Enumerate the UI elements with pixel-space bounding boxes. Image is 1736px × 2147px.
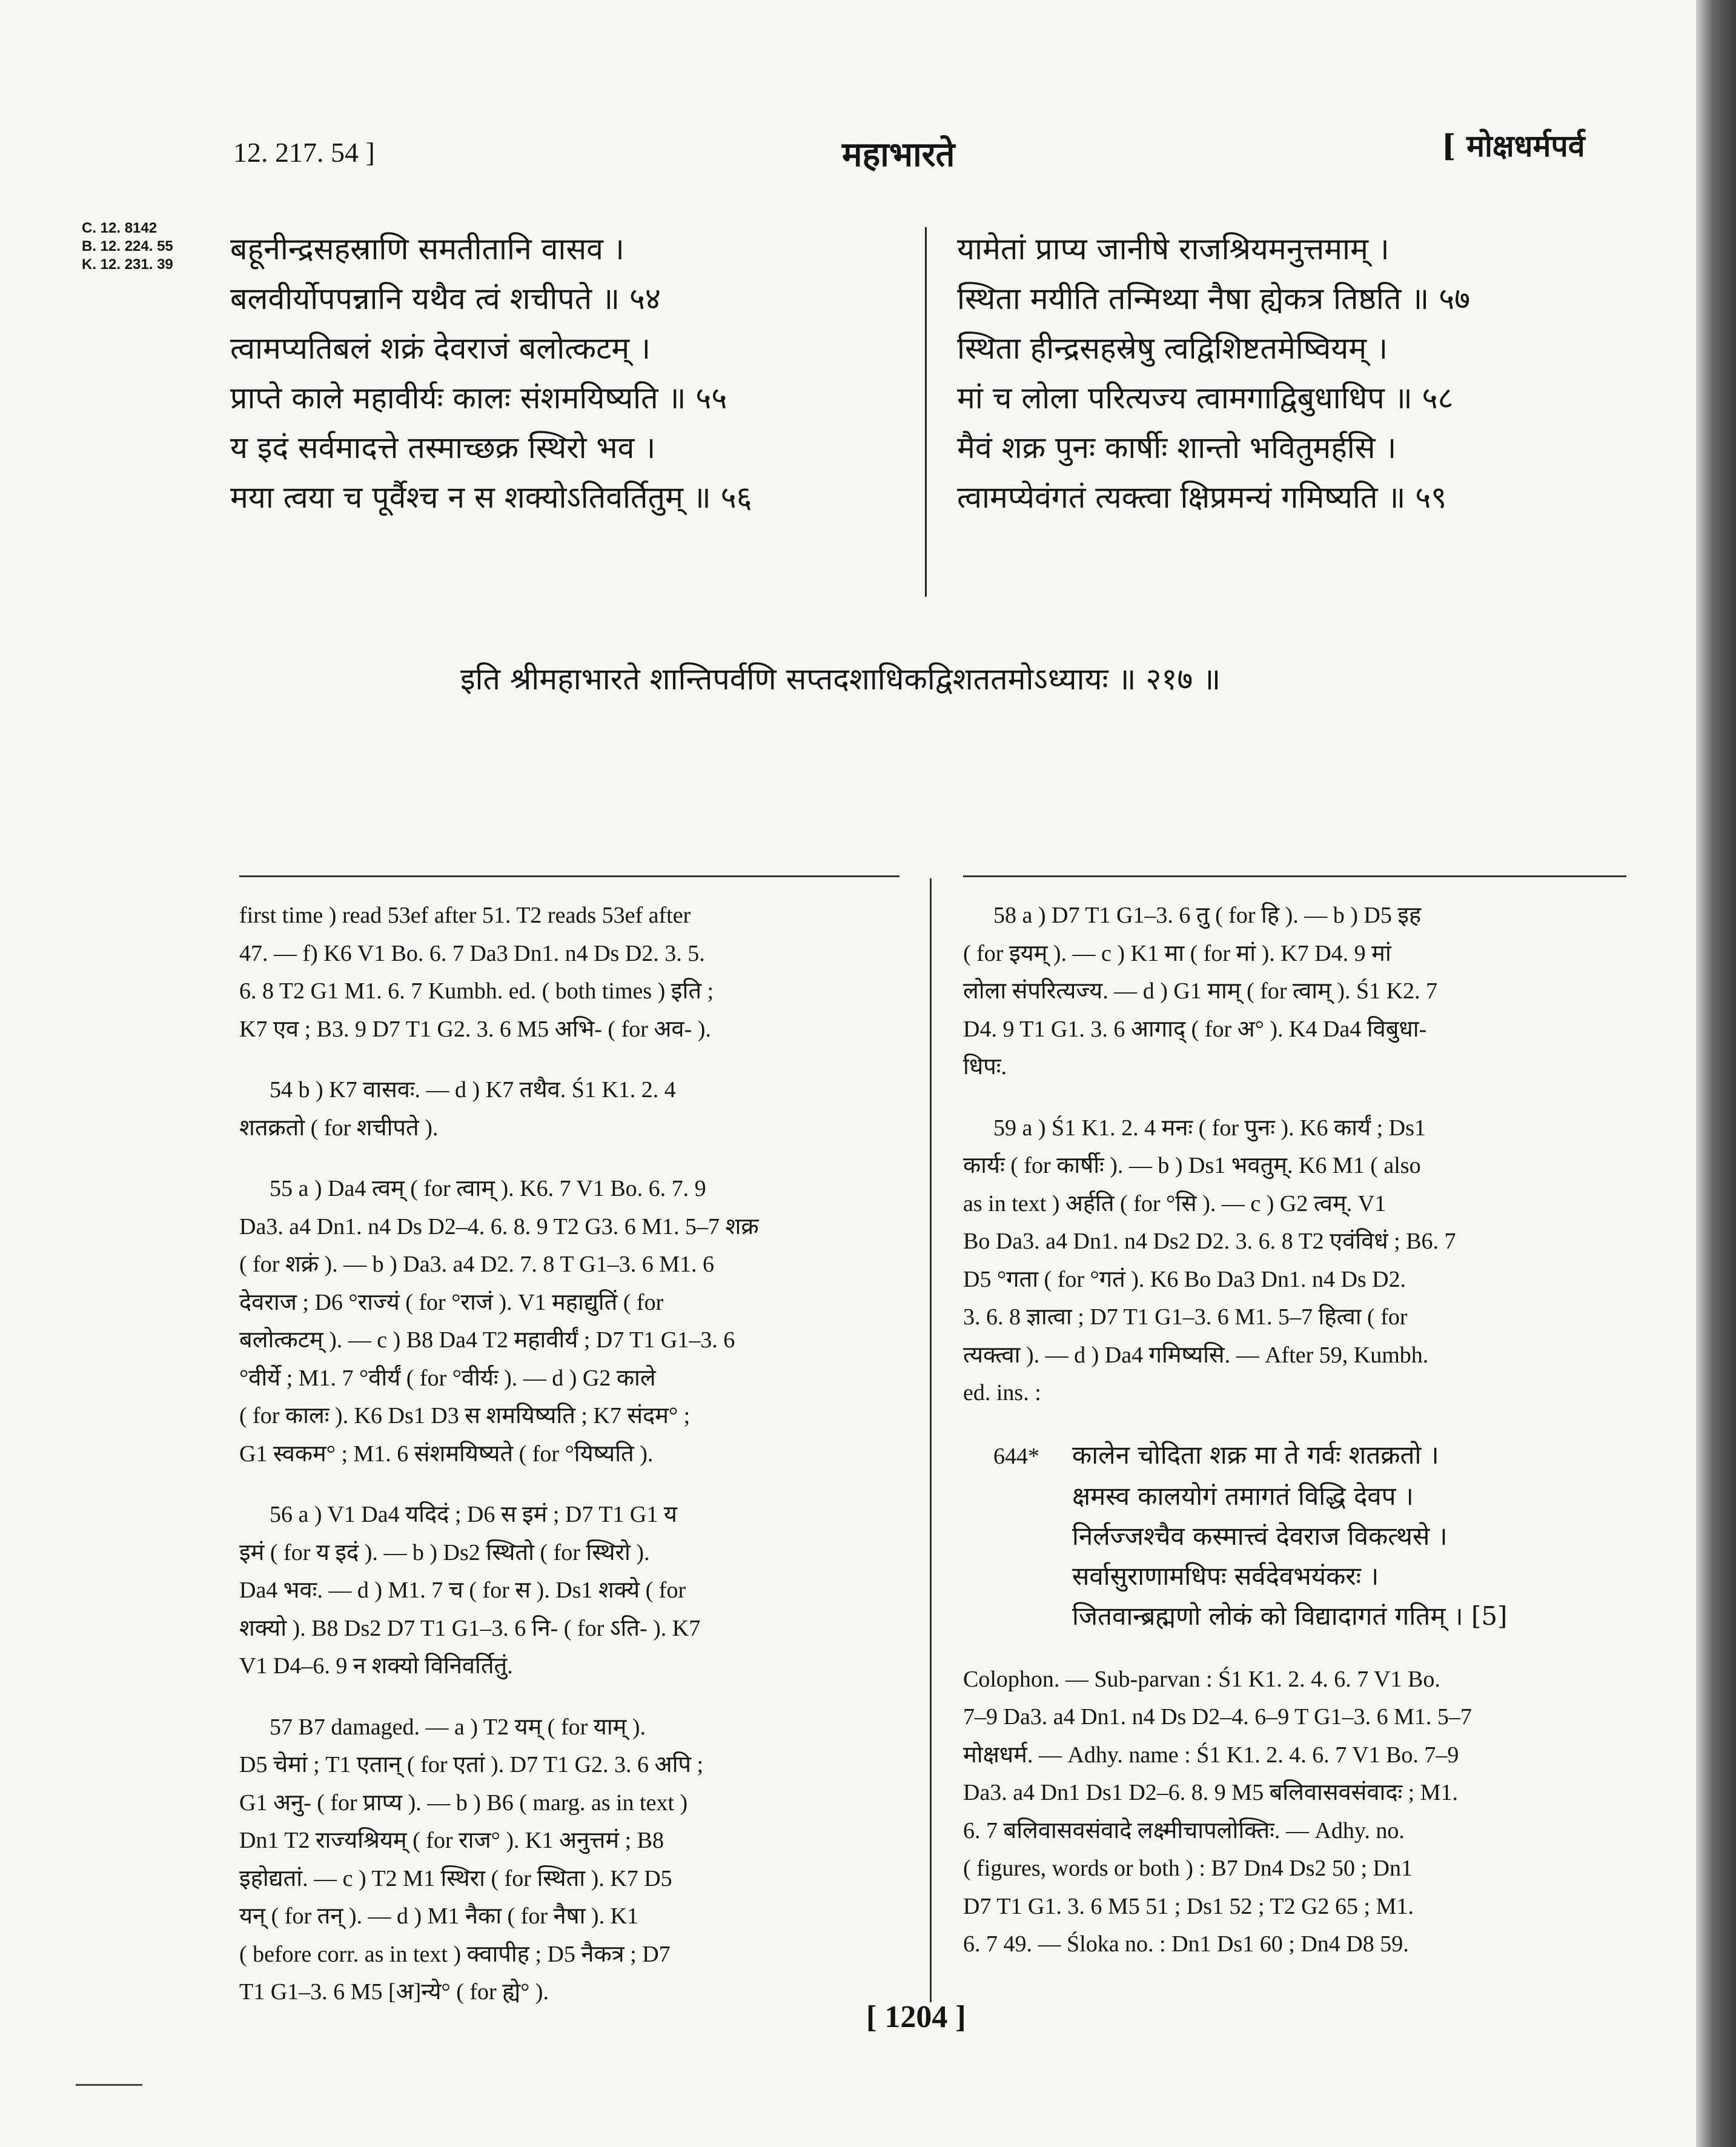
note-line: 58 a ) D7 T1 G1–3. 6 तु ( for हि ). — b ) D5 इह: [993, 903, 1422, 928]
colophon-notes: [963, 1661, 1626, 1963]
concordance-ref: C. 12. 8142: [82, 220, 157, 236]
note-line: 7–9 Da3. a4 Dn1. n4 Ds D2–4. 6–9 T G1–3. 6 M1. 5–7: [963, 1704, 1472, 1730]
concordance-ref: K. 12. 231. 39: [82, 256, 173, 273]
concordance-ref: B. 12. 224. 55: [82, 238, 173, 254]
note-line: as in text ) अर्हति ( for °सि ). — c ) G2 त्वम्. V1: [963, 1190, 1386, 1216]
passage-line: जितवान्ब्रह्मणो लोकं को विद्यादागतं गतिम् । [5]: [1072, 1601, 1508, 1631]
note-line: इमं ( for य इदं ). — b ) Ds2 स्थितो ( for स्थिरो ).: [239, 1539, 650, 1565]
note-line: Da4 भवः. — d ) M1. 7 च ( for स ). Ds1 शक्ये ( for: [239, 1578, 686, 1603]
note-line: त्यक्त्वा ). — d ) Da4 गमिष्यसि. — After 59, Kumbh.: [963, 1342, 1429, 1368]
passage-line: सर्वासुराणामधिपः सर्वदेवभयंकरः ।: [1072, 1561, 1379, 1591]
verse-line: त्वामप्येवंगतं त्यक्त्वा क्षिप्रमन्यं गमिष्यति ॥ ५९: [957, 480, 1447, 515]
verse-line: बलवीर्योपपन्नानि यथैव त्वं शचीपते ॥ ५४: [230, 281, 661, 316]
verse-line: प्राप्ते काले महावीर्यः कालः संशमयिष्यति ॥ ५५: [230, 380, 727, 416]
note-paragraph: [239, 1170, 899, 1473]
note-line: K7 एव ; B3. 9 D7 T1 G2. 3. 6 M5 अभि- ( for अव- ).: [239, 1016, 711, 1042]
note-line: D5 चेमां ; T1 एतान् ( for एतां ). D7 T1 G2. 3. 6 अपि ;: [239, 1752, 704, 1777]
concordance-references: [82, 219, 173, 274]
verse-column-divider: [925, 227, 927, 597]
note-line: इहोद्यतां. — c ) T2 M1 स्थिरा ( for स्थिता ). K7 D5: [239, 1865, 672, 1891]
notes-rule-right: [963, 875, 1626, 877]
passage-line: क्षमस्व कालयोगं तमागतं विद्धि देवप ।: [1072, 1481, 1414, 1511]
note-line: लोला संपरित्यज्य. — d ) G1 माम् ( for त्वाम् ). Ś1 K2. 7: [963, 978, 1438, 1004]
page-edge-shadow: [1696, 0, 1736, 2147]
verse-line: यामेतां प्राप्य जानीषे राजश्रियमनुत्तमाम् ।: [957, 231, 1390, 267]
note-line: मोक्षधर्म. — Adhy. name : Ś1 K1. 2. 4. 6. 7 V1 Bo. 7–9: [963, 1742, 1459, 1768]
running-header-reference: 12. 217. 54 ]: [233, 137, 375, 168]
notes-rule-left: [239, 875, 899, 877]
note-line: ( for शक्रं ). — b ) Da3. a4 D2. 7. 8 T G1–3. 6 M1. 6: [239, 1252, 714, 1277]
note-line: शतक्रतो ( for शचीपते ).: [239, 1115, 439, 1141]
note-line: D4. 9 T1 G1. 3. 6 आगाद् ( for अ° ). K4 Da4 विबुधा-: [963, 1016, 1427, 1042]
note-line: D7 T1 G1. 3. 6 M5 51 ; Ds1 52 ; T2 G2 65 ; M1.: [963, 1893, 1414, 1919]
note-paragraph: [239, 1708, 899, 2011]
note-line: 6. 8 T2 G1 M1. 6. 7 Kumbh. ed. ( both times ) इति ;: [239, 978, 714, 1004]
note-line: देवराज ; D6 °राज्यं ( for °राजं ). V1 महाद्युतिं ( for: [239, 1289, 664, 1315]
verse-line: मैवं शक्र पुनः कार्षीः शान्तो भवितुमर्हसि ।: [957, 430, 1397, 465]
note-line: 6. 7 49. — Śloka no. : Dn1 Ds1 60 ; Dn4 D8 59.: [963, 1931, 1409, 1957]
verse-line: मया त्वया च पूर्वैश्च न स शक्योऽतिवर्तितुम् ॥ ५६: [230, 480, 752, 515]
verse-column-right: [957, 224, 1654, 522]
passage-line: कालेन चोदिता शक्र मा ते गर्वः शतक्रतो ।: [1072, 1439, 1439, 1470]
note-line: G1 स्वकम° ; M1. 6 संशमयिष्यते ( for °यिष्यति ).: [239, 1441, 654, 1467]
note-line: कार्यः ( for कार्षीः ). — b ) Ds1 भवतुम्. K6 M1 ( also: [963, 1153, 1421, 1178]
note-line: ed. ins. :: [963, 1380, 1041, 1405]
passage-number: 644*: [993, 1443, 1039, 1469]
note-paragraph: [239, 897, 899, 1048]
note-paragraph: [963, 1109, 1626, 1412]
note-line: धिपः.: [963, 1054, 1007, 1080]
critical-notes-right: [963, 897, 1626, 1986]
verse-line: स्थिता हीन्द्रसहस्रेषु त्वद्विशिष्टतमेष्वियम् ।: [957, 331, 1388, 366]
note-line: 47. — f) K6 V1 Bo. 6. 7 Da3 Dn1. n4 Ds D2. 3. 5.: [239, 940, 705, 966]
passage-line-first: [963, 1435, 1626, 1476]
margin-dash: [76, 2084, 142, 2086]
critical-notes-left: [239, 897, 899, 2034]
note-line: 54 b ) K7 वासवः. — d ) K7 तथैव. Ś1 K1. 2. 4: [270, 1077, 676, 1103]
note-line: 55 a ) Da4 त्वम् ( for त्वाम् ). K6. 7 V1 Bo. 6. 7. 9: [270, 1176, 706, 1201]
note-line: T1 G1–3. 6 M5 [अ]न्ये° ( for ह्ये° ).: [239, 1979, 549, 2005]
page-number: [ 1204 ]: [866, 2000, 966, 2034]
verse-line: त्वामप्यतिबलं शक्रं देवराजं बलोत्कटम् ।: [230, 331, 651, 366]
note-line: 56 a ) V1 Da4 यदिदं ; D6 स इमं ; D7 T1 G1 य: [270, 1502, 677, 1527]
chapter-colophon: इति श्रीमहाभारते शान्तिपर्वणि सप्तदशाधिकद्विशततमोऽध्यायः ॥ २१७ ॥: [460, 662, 1221, 697]
note-paragraph: [239, 1496, 899, 1685]
note-line: ( before corr. as in text ) क्वापीह ; D5 नैकत्र ; D7: [239, 1941, 671, 1967]
verse-column-left: [230, 224, 927, 522]
note-line: Colophon. — Sub-parvan : Ś1 K1. 2. 4. 6. 7 V1 Bo.: [963, 1666, 1440, 1692]
note-line: Dn1 T2 राज्यश्रियम् ( for राज° ). K1 अनुत्तमं ; B8: [239, 1828, 664, 1853]
running-header-title: महाभारते: [842, 134, 955, 174]
note-line: first time ) read 53ef after 51. T2 reads 53ef after: [239, 903, 691, 928]
note-line: V1 D4–6. 9 न शक्यो विनिवर्तितुं.: [239, 1653, 513, 1679]
note-line: ( for इयम् ). — c ) K1 मा ( for मां ). K7 D4. 9 मां: [963, 940, 1391, 966]
note-line: यन् ( for तन् ). — d ) M1 नैका ( for नैषा ). K1: [239, 1903, 639, 1929]
note-line: 57 B7 damaged. — a ) T2 यम् ( for याम् ).: [270, 1714, 646, 1740]
note-line: Da3. a4 Dn1. n4 Ds D2–4. 6. 8. 9 T2 G3. 6 M1. 5–7 शक्र: [239, 1213, 759, 1239]
note-line: बलोत्कटम् ). — c ) B8 Da4 T2 महावीर्यं ; D7 T1 G1–3. 6: [239, 1327, 735, 1353]
note-line: 6. 7 बलिवासवसंवादे लक्ष्मीचापलोक्तिः. — Adhy. no.: [963, 1817, 1405, 1843]
note-line: °वीर्ये ; M1. 7 °वीर्यं ( for °वीर्यः ). — d ) G2 काले: [239, 1365, 656, 1391]
verse-line: स्थिता मयीति तन्मिथ्या नैषा ह्येकत्र तिष्ठति ॥ ५७: [957, 281, 1471, 316]
note-paragraph: [963, 897, 1626, 1086]
note-paragraph: [239, 1071, 899, 1147]
note-line: Da3. a4 Dn1 Ds1 D2–6. 8. 9 M5 बलिवासवसंवादः ; M1.: [963, 1780, 1459, 1805]
verse-line: य इदं सर्वमादत्ते तस्माच्छक्र स्थिरो भव ।: [230, 430, 656, 465]
note-line: ( for कालः ). K6 Ds1 D3 स शमयिष्यति ; K7 संदम° ;: [239, 1403, 691, 1429]
note-line: 59 a ) Ś1 K1. 2. 4 मनः ( for पुनः ). K6 कार्यं ; Ds1: [993, 1115, 1426, 1141]
appendix-passage: [963, 1435, 1626, 1636]
verse-line: बहूनीन्द्रसहस्राणि समतीतानि वासव ।: [230, 231, 624, 267]
note-line: ( figures, words or both ) : B7 Dn4 Ds2 50 ; Dn1: [963, 1856, 1413, 1881]
notes-column-divider: [930, 878, 932, 2002]
passage-line: निर्लज्जश्चैव कस्मात्त्वं देवराज विकत्थसे ।: [1072, 1521, 1448, 1551]
note-line: Bo Da3. a4 Dn1. n4 Ds2 D2. 3. 6. 8 T2 एवंविधं ; B6. 7: [963, 1229, 1456, 1254]
note-line: शक्यो ). B8 Ds2 D7 T1 G1–3. 6 नि- ( for ऽति- ). K7: [239, 1615, 701, 1641]
note-line: D5 °गता ( for °गतं ). K6 Bo Da3 Dn1. n4 Ds D2.: [963, 1266, 1406, 1292]
verse-line: मां च लोला परित्यज्य त्वामगाद्विबुधाधिप ॥ ५८: [957, 380, 1454, 416]
running-header-section: [ मोक्षधर्मपर्व: [1442, 128, 1585, 164]
note-line: G1 अनु- ( for प्राप्य ). — b ) B6 ( marg. as in text ): [239, 1790, 688, 1816]
note-line: 3. 6. 8 ज्ञात्वा ; D7 T1 G1–3. 6 M1. 5–7 हित्वा ( for: [963, 1304, 1408, 1330]
